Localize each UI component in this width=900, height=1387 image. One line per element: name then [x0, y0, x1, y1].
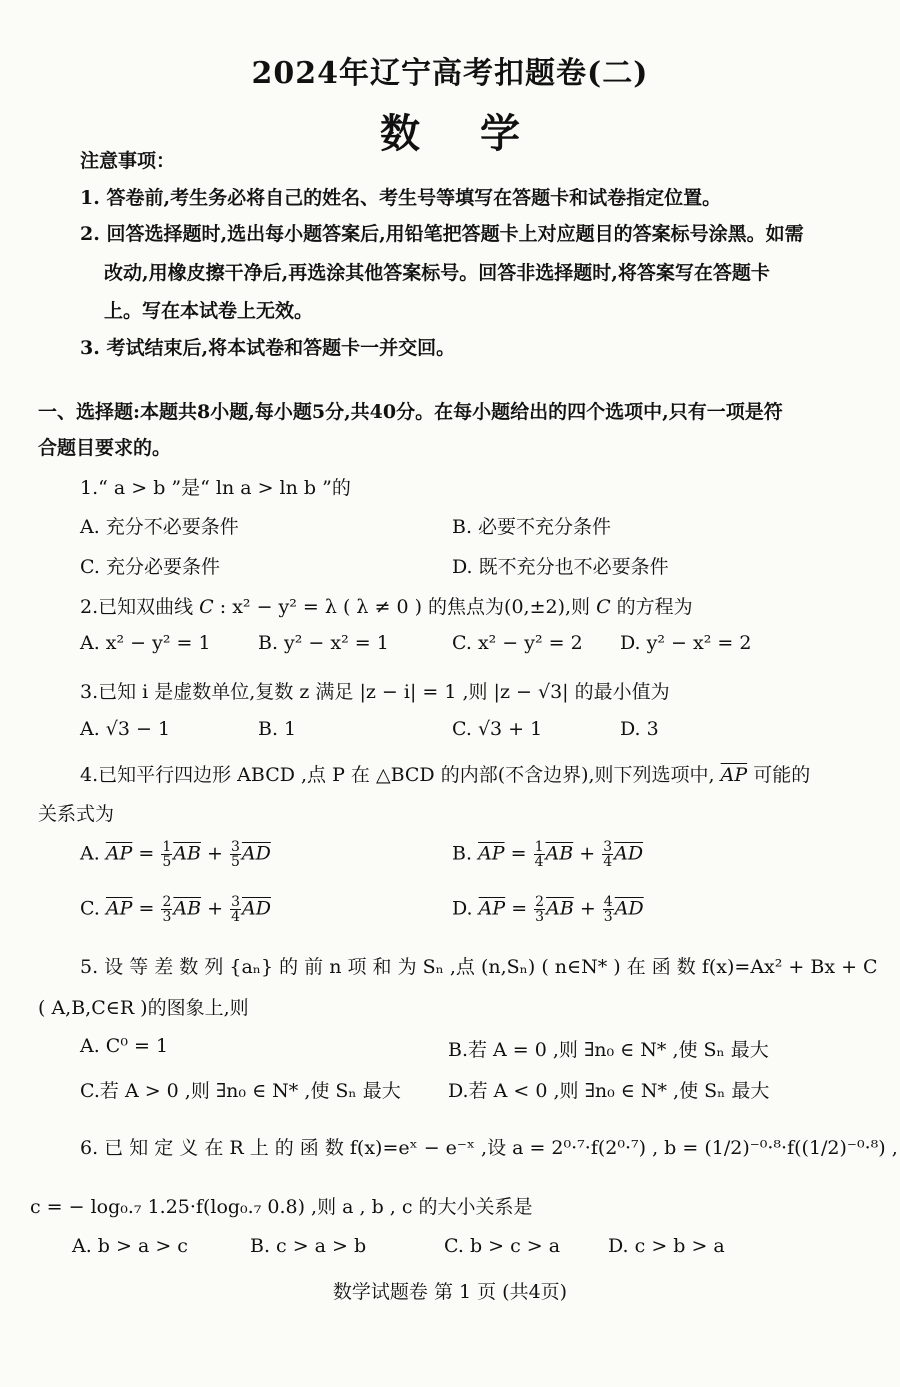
note-line-1: 1. 答卷前,考生务必将自己的姓名、考生号等填写在答题卡和试卷指定位置。 [80, 187, 722, 209]
note-line-4: 上。写在本试卷上无效。 [104, 300, 314, 322]
note-line-3: 改动,用橡皮擦干净后,再选涂其他答案标号。回答非选择题时,将答案写在答题卡 [104, 262, 770, 284]
q1-option-a: A. 充分不必要条件 [80, 516, 239, 538]
question-5-stem-cont: ( A,B,C∈R )的图象上,则 [38, 997, 249, 1019]
q2-option-a: A. x² − y² = 1 [80, 632, 211, 654]
q4-option-a: A. $\overline{AP}$ = $\frac{1}{5}$ $\overline{AB}$ + $\frac{3}{5}$ $\overline{AD}$ [80, 839, 271, 870]
q2-option-d: D. y² − x² = 2 [620, 632, 752, 654]
question-6-stem: 6. 已 知 定 义 在 R 上 的 函 数 f(x)=eˣ − e⁻ˣ ,设 a = 2⁰·⁷·f(2⁰·⁷) , b = (1/2)⁻⁰·⁸·f((1/2)⁻⁰·⁸) , [80, 1137, 898, 1159]
q2-option-c: C. x² − y² = 2 [452, 632, 583, 654]
q6-option-b: B. c > a > b [250, 1235, 367, 1257]
question-3-stem: 3.已知 i 是虚数单位,复数 z 满足 |z − i| = 1 ,则 |z − √3| 的最小值为 [80, 681, 670, 703]
q3-option-a: A. √3 − 1 [80, 718, 171, 740]
q3-option-c: C. √3 + 1 [452, 718, 543, 740]
q1-option-d: D. 既不充分也不必要条件 [452, 556, 669, 578]
question-1-stem: 1.“ a > b ”是“ ln a > ln b ”的 [80, 477, 351, 499]
note-line-2: 2. 回答选择题时,选出每小题答案后,用铅笔把答题卡上对应题目的答案标号涂黑。如需 [80, 223, 804, 245]
q1-option-b: B. 必要不充分条件 [452, 516, 612, 538]
section-heading: 一、选择题:本题共8小题,每小题5分,共40分。在每小题给出的四个选项中,只有一项是符 [38, 401, 783, 423]
question-4-stem: 4.已知平行四边形 ABCD ,点 P 在 △BCD 的内部(不含边界),则下列选项中, $\overline{AP}$ 可能的 [80, 764, 811, 786]
question-5-stem: 5. 设 等 差 数 列 {aₙ} 的 前 n 项 和 为 Sₙ ,点 (n,Sₙ) ( n∈N* ) 在 函 数 f(x)=Ax² + Bx + C [80, 956, 878, 978]
subject-title: 数学 [380, 110, 580, 157]
question-4-stem-cont: 关系式为 [38, 803, 115, 825]
q3-option-d: D. 3 [620, 718, 659, 740]
q6-option-a: A. b > a > c [72, 1235, 188, 1257]
q5-option-c: C.若 A > 0 ,则 ∃n₀ ∈ N* ,使 Sₙ 最大 [80, 1080, 401, 1102]
q5-option-a: A. C⁰ = 1 [80, 1035, 169, 1057]
q4-option-c: C. $\overline{AP}$ = $\frac{2}{3}$ $\overline{AB}$ + $\frac{3}{4}$ $\overline{AD}$ [80, 894, 271, 925]
note-line-5: 3. 考试结束后,将本试卷和答题卡一并交回。 [80, 337, 456, 359]
question-2-stem: 2.已知双曲线 C : x² − y² = λ ( λ ≠ 0 ) 的焦点为(0,±2),则 C 的方程为 [80, 596, 693, 618]
q6-option-c: C. b > c > a [444, 1235, 561, 1257]
q5-option-b: B.若 A = 0 ,则 ∃n₀ ∈ N* ,使 Sₙ 最大 [448, 1039, 769, 1061]
q1-option-c: C. 充分必要条件 [80, 556, 220, 578]
notes-heading: 注意事项： [80, 150, 176, 172]
q6-option-d: D. c > b > a [608, 1235, 725, 1257]
q4-option-d: D. $\overline{AP}$ = $\frac{2}{3}$ $\overline{AB}$ + $\frac{4}{3}$ $\overline{AD}$ [452, 894, 644, 925]
question-6-stem-cont: c = − log₀.₇ 1.25·f(log₀.₇ 0.8) ,则 a , b , c 的大小关系是 [30, 1196, 533, 1218]
page-footer: 数学试题卷 第 1 页 (共4页) [332, 1281, 568, 1303]
section-heading-cont: 合题目要求的。 [38, 437, 172, 459]
exam-title: 2024年辽宁高考扣题卷(二) [251, 56, 649, 91]
q3-option-b: B. 1 [258, 718, 297, 740]
q2-option-b: B. y² − x² = 1 [258, 632, 389, 654]
q5-option-d: D.若 A < 0 ,则 ∃n₀ ∈ N* ,使 Sₙ 最大 [448, 1080, 770, 1102]
q4-option-b: B. $\overline{AP}$ = $\frac{1}{4}$ $\overline{AB}$ + $\frac{3}{4}$ $\overline{AD}$ [452, 839, 644, 870]
